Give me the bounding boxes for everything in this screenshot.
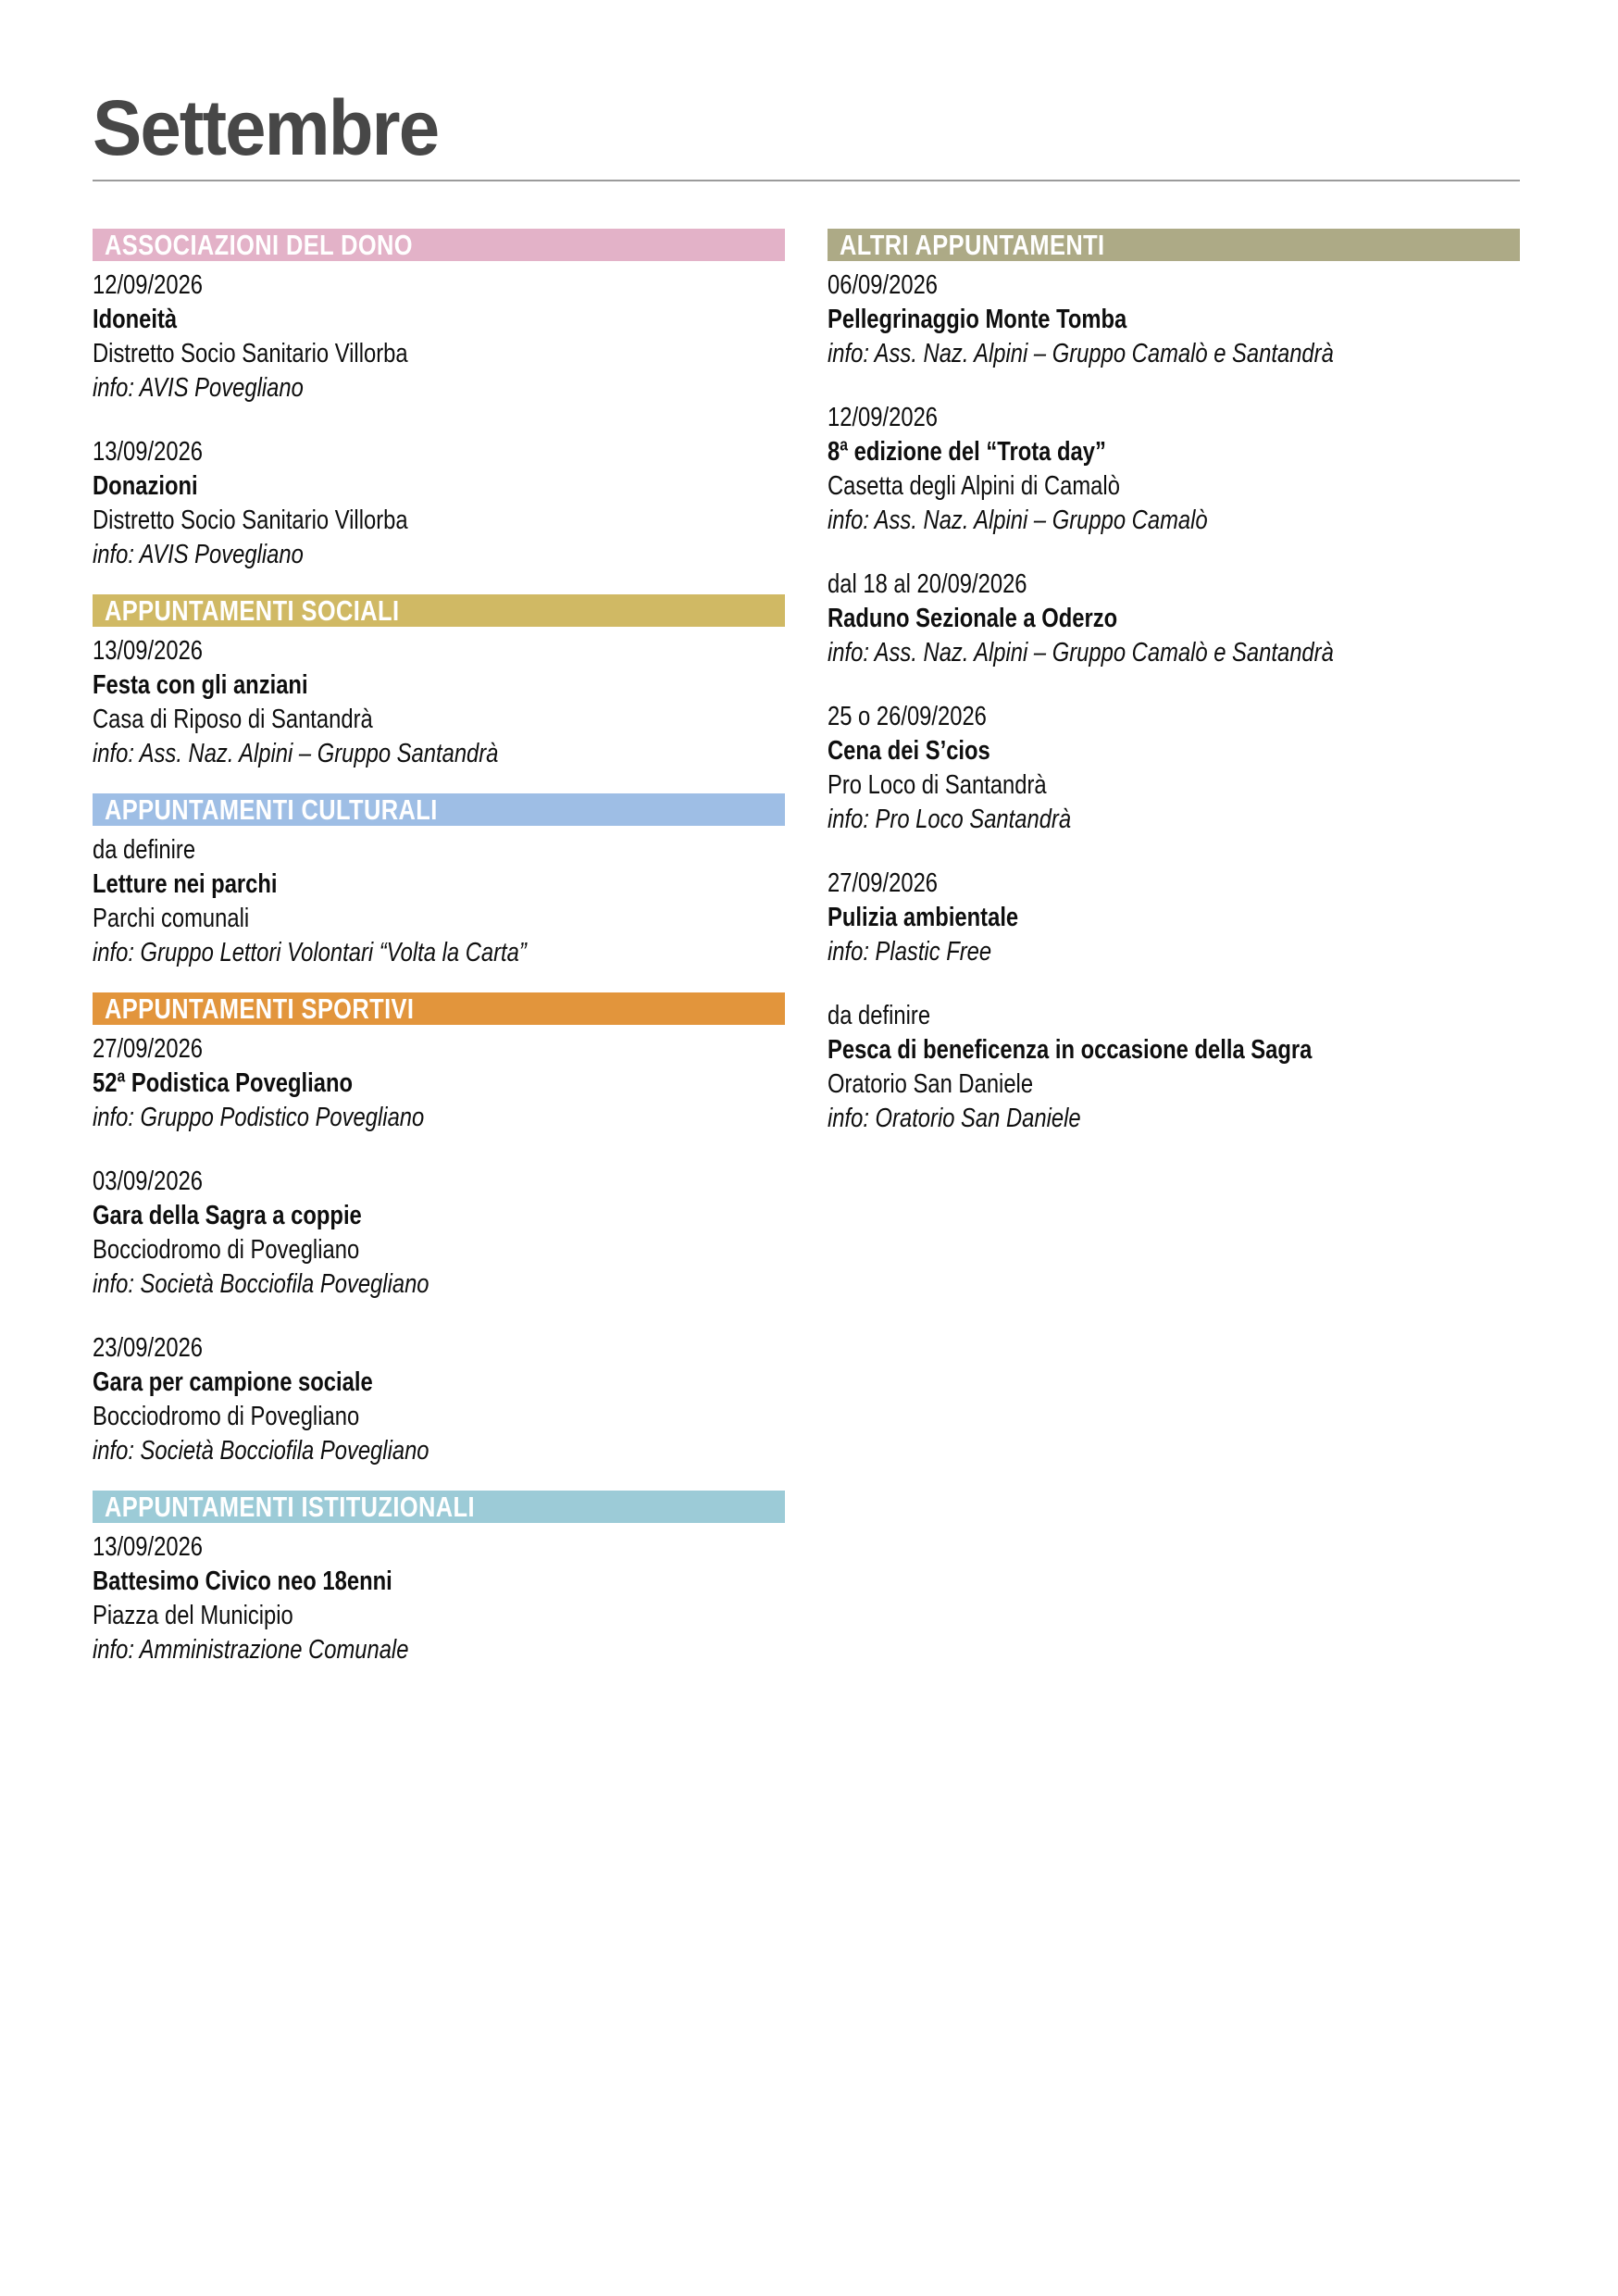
event	[93, 1165, 785, 1302]
event-venue: Piazza del Municipio	[93, 1601, 293, 1630]
event	[93, 1530, 785, 1667]
event-info: info: Gruppo Podistico Povegliano	[93, 1103, 425, 1132]
page-title: Settembre	[93, 84, 439, 171]
event-venue: Oratorio San Daniele	[828, 1069, 1034, 1099]
section-header	[93, 992, 785, 1025]
event	[828, 700, 1520, 837]
event-title: Letture nei parchi	[93, 869, 278, 899]
event-title: Pellegrinaggio Monte Tomba	[828, 305, 1127, 334]
left-column	[93, 229, 785, 1690]
event-date: 06/09/2026	[828, 270, 939, 300]
event-title: 52ª Podistica Povegliano	[93, 1068, 354, 1098]
section-header-label: APPUNTAMENTI CULTURALI	[105, 792, 438, 826]
event	[828, 268, 1520, 371]
section-header-label: ALTRI APPUNTAMENTI	[840, 228, 1105, 261]
event-venue: Bocciodromo di Povegliano	[93, 1402, 360, 1431]
right-column	[828, 229, 1520, 1690]
event-title: Pesca di beneficenza in occasione della Sagra	[828, 1035, 1313, 1065]
section-appuntamenti-sportivi	[93, 992, 785, 1468]
event-info: info: Ass. Naz. Alpini – Gruppo Santandrà	[93, 739, 499, 768]
event-info: info: Oratorio San Daniele	[828, 1104, 1081, 1133]
event-date: 27/09/2026	[93, 1034, 204, 1064]
event-title: Gara per campione sociale	[93, 1367, 373, 1397]
event-title: Idoneità	[93, 305, 178, 334]
event-date: dal 18 al 20/09/2026	[828, 569, 1027, 599]
section-header	[93, 793, 785, 826]
event-info: info: AVIS Povegliano	[93, 373, 304, 403]
section-associazioni-del-dono	[93, 229, 785, 572]
event-date: 12/09/2026	[828, 403, 939, 432]
event	[828, 867, 1520, 969]
event-title: Raduno Sezionale a Oderzo	[828, 604, 1118, 633]
event-title: Cena dei S’cios	[828, 736, 990, 766]
section-header	[93, 1491, 785, 1523]
event-info: info: Società Bocciofila Povegliano	[93, 1269, 429, 1299]
event-title: Gara della Sagra a coppie	[93, 1201, 362, 1230]
event-title: Battesimo Civico neo 18enni	[93, 1566, 392, 1596]
calendar-page	[93, 84, 1520, 1690]
columns	[93, 229, 1520, 1690]
event-date: 13/09/2026	[93, 1532, 204, 1562]
event-date: 12/09/2026	[93, 270, 204, 300]
event-title: Pulizia ambientale	[828, 903, 1019, 932]
event-venue: Parchi comunali	[93, 904, 250, 933]
event	[93, 1032, 785, 1135]
event-info: info: Società Bocciofila Povegliano	[93, 1436, 429, 1466]
section-header-label: ASSOCIAZIONI DEL DONO	[105, 228, 413, 261]
event	[828, 401, 1520, 538]
event	[93, 268, 785, 406]
event-info: info: Ass. Naz. Alpini – Gruppo Camalò e Santandrà	[828, 339, 1334, 368]
event-date: 13/09/2026	[93, 437, 204, 467]
section-appuntamenti-sociali	[93, 594, 785, 771]
section-header	[93, 229, 785, 261]
section-header-label: APPUNTAMENTI SPORTIVI	[105, 992, 415, 1025]
event-info: info: Gruppo Lettori Volontari “Volta la Carta”	[93, 938, 527, 967]
section-header	[828, 229, 1520, 261]
section-appuntamenti-istituzionali	[93, 1491, 785, 1667]
event-date: 23/09/2026	[93, 1333, 204, 1363]
event	[828, 568, 1520, 670]
section-header-label: APPUNTAMENTI SOCIALI	[105, 593, 400, 627]
section-header	[93, 594, 785, 627]
event-title: Donazioni	[93, 471, 198, 501]
title-divider	[93, 180, 1520, 181]
event-info: info: AVIS Povegliano	[93, 540, 304, 569]
event-info: info: Pro Loco Santandrà	[828, 805, 1072, 834]
event	[93, 1331, 785, 1468]
event-date: 03/09/2026	[93, 1167, 204, 1196]
event-info: info: Amministrazione Comunale	[93, 1635, 409, 1665]
event-venue: Bocciodromo di Povegliano	[93, 1235, 360, 1265]
event-venue: Casetta degli Alpini di Camalò	[828, 471, 1120, 501]
event-title: Festa con gli anziani	[93, 670, 308, 700]
event-venue: Casa di Riposo di Santandrà	[93, 705, 373, 734]
section-header-label: APPUNTAMENTI ISTITUZIONALI	[105, 1490, 475, 1523]
event-title: 8ª edizione del “Trota day”	[828, 437, 1106, 467]
event	[93, 435, 785, 572]
event	[828, 999, 1520, 1136]
event-venue: Pro Loco di Santandrà	[828, 770, 1047, 800]
event-date: da definire	[828, 1001, 931, 1030]
event	[93, 634, 785, 771]
event-date: 27/09/2026	[828, 868, 939, 898]
event-date: da definire	[93, 835, 196, 865]
section-appuntamenti-culturali	[93, 793, 785, 970]
event-date: 25 o 26/09/2026	[828, 702, 987, 731]
event-info: info: Ass. Naz. Alpini – Gruppo Camalò	[828, 505, 1208, 535]
event	[93, 833, 785, 970]
event-venue: Distretto Socio Sanitario Villorba	[93, 339, 408, 368]
event-info: info: Ass. Naz. Alpini – Gruppo Camalò e Santandrà	[828, 638, 1334, 668]
section-altri-appuntamenti	[828, 229, 1520, 1136]
event-date: 13/09/2026	[93, 636, 204, 666]
event-info: info: Plastic Free	[828, 937, 992, 967]
event-venue: Distretto Socio Sanitario Villorba	[93, 505, 408, 535]
